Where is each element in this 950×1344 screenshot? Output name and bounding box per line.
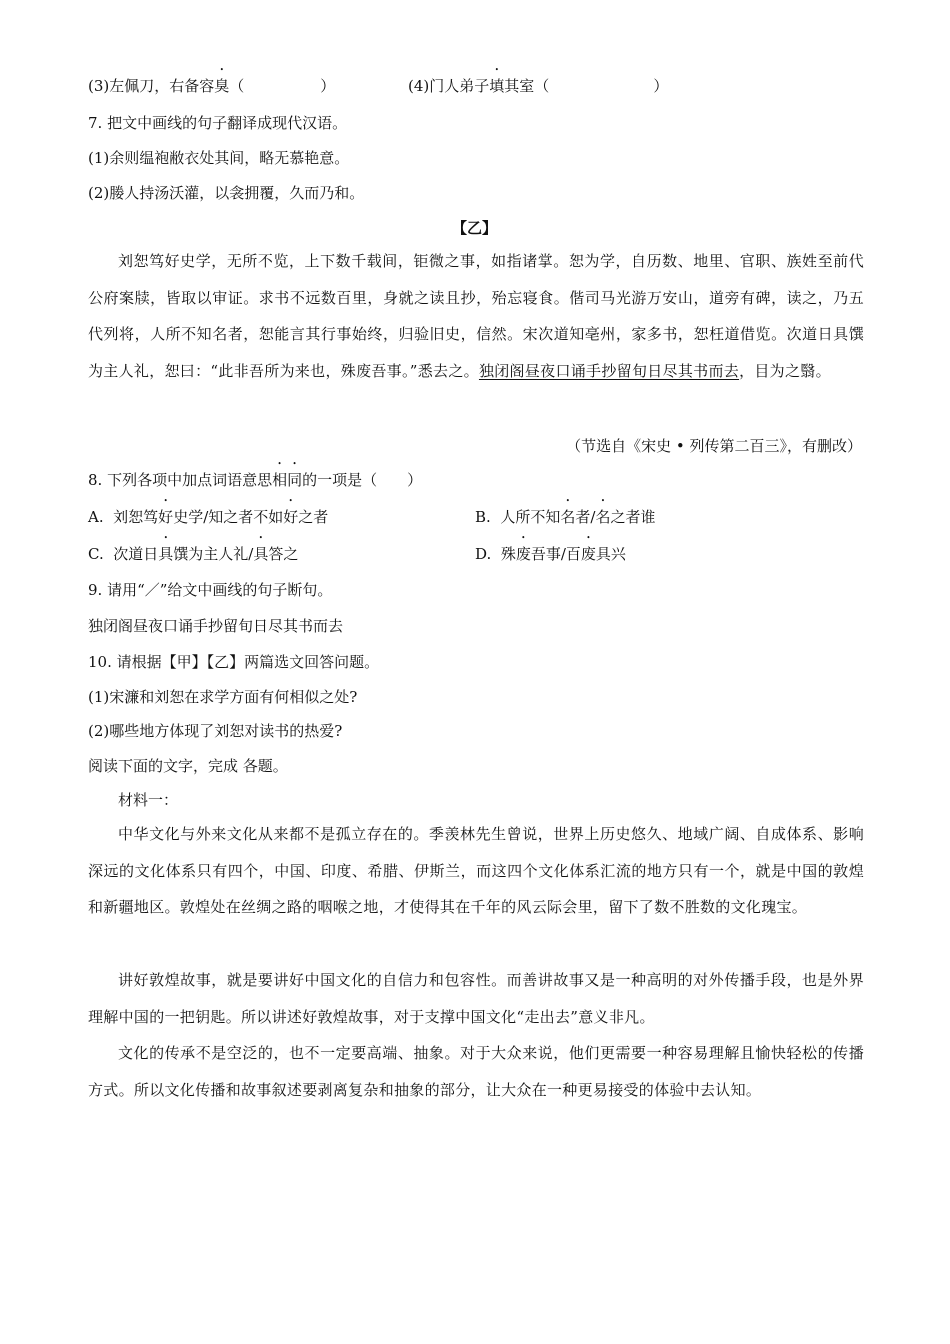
material-paragraph-1: 中华文化与外来文化从来都不是孤立存在的。季羡林先生曾说，世界上历史悠久、地域广阔、自成体系、影响深远的文化体系只有四个，中国、印度、希腊、伊斯兰，而这四个文化体系汇流的地方只有一个，就是中国的敦煌和新疆地区。敦煌处在丝绸之路的咽喉之地，才使得其在千年的风云际会里，留下了数不胜数的文化瑰宝。 [88, 825, 864, 916]
material-paragraph-3: 文化的传承不是空泛的，也不一定要高端、抽象。对于大众来说，他们更需要一种容易理解且愉快轻松的传播方式。所以文化传播和故事叙述要剥离复杂和抽象的部分，让大众在一种更易接受的体验中去认知。 [88, 1044, 864, 1099]
yi-source: （节选自《宋史 • 列传第二百三》，有删改） [566, 437, 862, 455]
q6-item-3: (3)左佩刀，右备容臭（ ） [88, 77, 336, 95]
q8-option-d: D. 殊废吾事/百废具兴 [475, 545, 626, 563]
q7-title: 7. 把文中画线的句子翻译成现代汉语。 [88, 114, 348, 132]
emphasis-dot-char: 填 [489, 77, 505, 95]
material-paragraph-2: 讲好敦煌故事，就是要讲好中国文化的自信力和包容性。而善讲故事又是一种高明的对外传播手段，也是外界理解中国的一把钥匙。所以讲述好敦煌故事，对于支撑中国文化“走出去”意义非凡。 [88, 971, 864, 1026]
q10-sentence-2: (2)哪些地方体现了刘恕对读书的热爱? [88, 722, 343, 740]
yi-heading: 【乙】 [452, 219, 498, 237]
material-label: 材料一： [118, 791, 179, 809]
q8-option-b: B. 人所不知名者/名之者谁 [475, 508, 656, 526]
q7-sentence-1: (1)余则缊袍敝衣处其间，略无慕艳意。 [88, 149, 350, 167]
q6-item-4: (4)门人弟子填其室（ ） [408, 77, 669, 95]
q8-option-a: A. 刘恕笃好史学/知之者不如好之者 [88, 508, 329, 526]
emphasis-dot-char: 同 [287, 471, 303, 489]
q8-option-c: C. 次道日具馔为主人礼/具答之 [88, 545, 299, 563]
emphasis-dot-char: 臭 [214, 77, 230, 95]
q9-title: 9. 请用“／”给文中画线的句子断句。 [88, 581, 333, 599]
underlined-sentence: 独闭阁昼夜口诵手抄留旬日尽其书而去 [478, 361, 740, 380]
q10-title: 10. 请根据【甲】【乙】两篇选文回答问题。 [88, 653, 380, 671]
q10-sentence-1: (1)宋濂和刘恕在求学方面有何相似之处? [88, 688, 358, 706]
q8-title: 8. 下列各项中加点词语意思相同的一项是（ ） [88, 471, 423, 489]
emphasis-dot-char: 相 [272, 471, 288, 489]
q7-sentence-2: (2)媵人持汤沃灌，以衾拥覆，久而乃和。 [88, 184, 365, 202]
reading-intro: 阅读下面的文字，完成 各题。 [88, 757, 288, 775]
yi-passage: 刘恕笃好史学，无所不览，上下数千载间，钜微之事，如指诸掌。恕为学，自历数、地里、官职、族姓至前代公府案牍，皆取以审证。求书不远数百里，身就之读且抄，殆忘寝食。偕司马光游万安山，道旁有碑，读之，乃五代列将，人所不知名者，恕能言其行事始终，归验旧史，信然。宋次道知亳州，家多书，恕枉道借览。次道日具馔为主人礼，恕曰：“此非吾所为来也，殊废吾事。”悉去之。独闭阁昼夜口诵手抄留旬日尽其书而去，目为之翳。 [88, 252, 864, 380]
q9-sentence: 独闭阁昼夜口诵手抄留旬日尽其书而去 [88, 617, 344, 635]
